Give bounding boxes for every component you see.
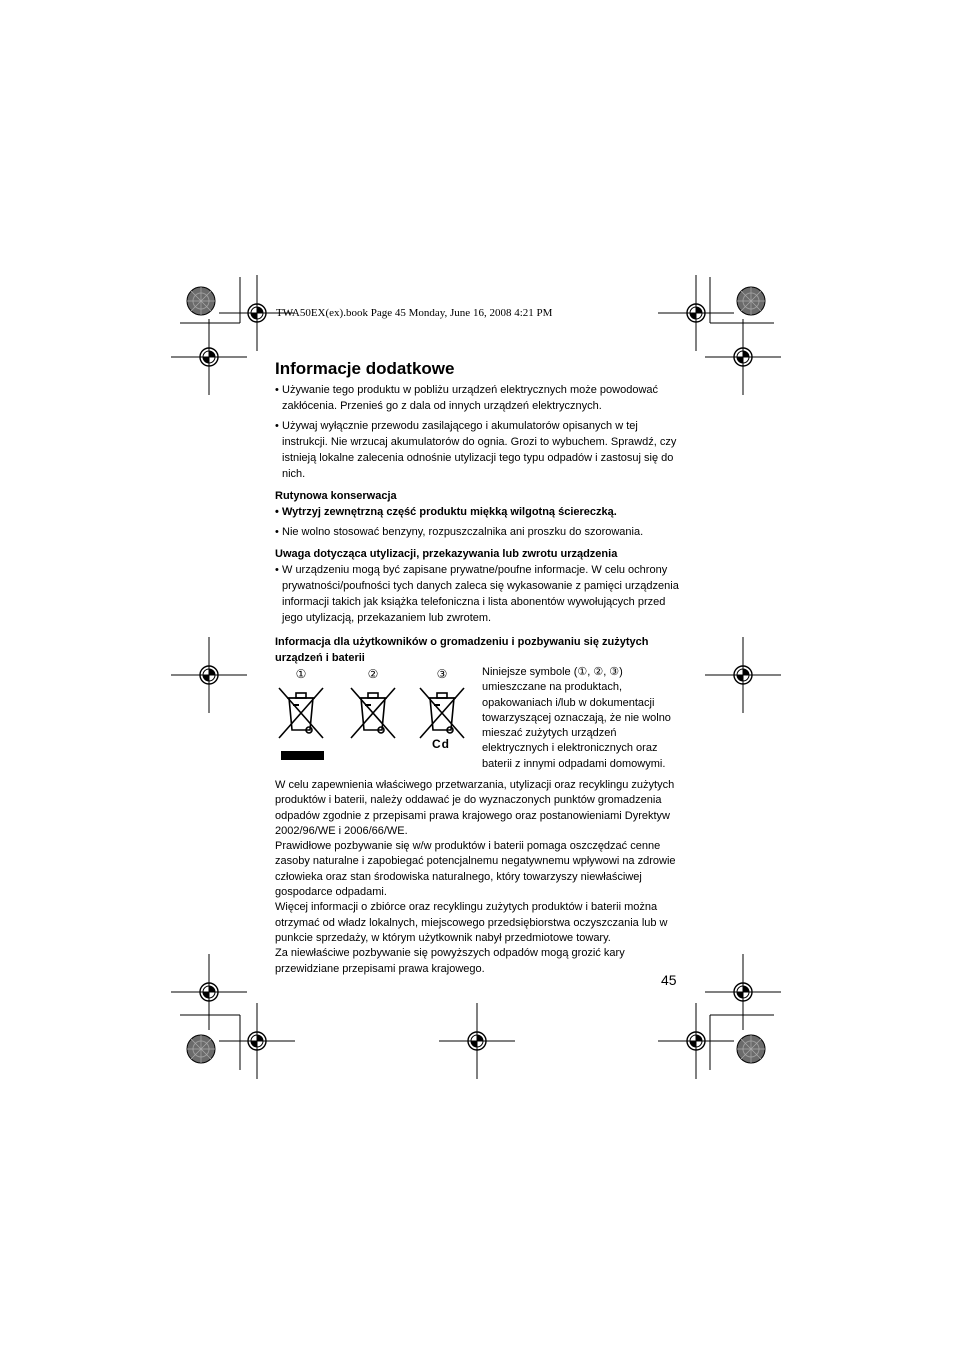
disposal-symbols-row [275,666,681,778]
crossed-bin-icon [349,684,397,740]
symbol-3 [416,666,468,740]
symbol-2 [347,666,399,740]
page-title: Informacje dodatkowe [275,359,455,378]
symbol-1 [275,666,327,740]
users-info-paragraph-3: Więcej informacji o zbiórce oraz recyklingu zużytych produktów i baterii można otrzymać od władz lokalnych, miejscowego przedsiębiorstwa oczyszczania lub w punkcie sprzedaży, w którym użytkownik nabył przedmiotowe towary. [275,901,668,944]
page-content [275,382,681,977]
crossed-bin-icon [418,684,466,740]
crossed-bin-icon [277,684,325,740]
symbol-number-2: ② [367,667,379,681]
symbol-number-3: ③ [436,667,448,681]
print-header-line: TWA50EX(ex).book Page 45 Monday, June 16, 2008 4:21 PM [276,307,553,319]
intro-bullet-1: • Używanie tego produktu w pobliżu urządzeń elektrycznych może powodować zakłócenia. Przenieś go z dala od innych urządzeń elektrycznych. [275,382,681,414]
symbols-description: Niniejsze symbole (①, ②, ③) umieszczane na produktach, opakowaniach i/lub w dokumentacji towarzyszącej oznaczają, że nie wolno mieszać zużytych urządzeń elektrycznych i elektronicznych oraz baterii z innymi odpadami domowymi. [482,666,671,770]
intro-bullet-2: • Używaj wyłącznie przewodu zasilającego i akumulatorów opisanych w tej instrukcji. Nie wrzucaj akumulatorów do ognia. Grozi to wybuchem. Sprawdź, czy istnieją lokalne zalecenia odnośnie utylizacji tego typu odpadów i zastosuj się do nich. [275,418,681,482]
black-bar-mark [281,751,324,760]
maintenance-heading: Rutynowa konserwacja [275,490,397,502]
symbol-number-1: ① [295,667,307,681]
users-info-paragraph-4: Za niewłaściwe pozbywanie się powyższych odpadów mogą grozić kary przewidziane przepisami prawa krajowego. [275,947,625,975]
disposal-notice-heading: Uwaga dotycząca utylizacji, przekazywania lub zwrotu urządzenia [275,548,618,560]
maintenance-bullet-1: • Wytrzyj zewnętrzną część produktu miękką wilgotną ściereczką. [275,504,681,520]
cd-label: Cd [432,737,450,751]
users-info-body [275,778,681,977]
users-info-paragraph-2: Prawidłowe pozbywanie się w/w produktów i baterii pomaga oszczędzać cenne zasoby naturalne i zapobiegać potencjalnemu negatywnemu wpływowi na zdrowie człowieka oraz stan środowiska naturalnego, który towarzyszy niewłaściwej gospodarce odpadami. [275,840,676,899]
page-number: 45 [661,972,677,988]
users-info-paragraph-1: W celu zapewnienia właściwego przetwarzania, utylizacji oraz recyklingu zużytych produktów i baterii, należy oddawać je do wyznaczonych punktów gromadzenia odpadów zgodnie z przepisami prawa krajowego oraz postanowieniami Dyrektyw 2002/96/WE i 2006/66/WE. [275,779,675,837]
maintenance-bullet-2: • Nie wolno stosować benzyny, rozpuszczalnika ani proszku do szorowania. [275,524,681,540]
disposal-notice-bullet: • W urządzeniu mogą być zapisane prywatne/poufne informacje. W celu ochrony prywatności/poufności tych danych zaleca się wykasowanie z pamięci urządzenia informacji takich jak książka telefoniczna i lista abonentów wywołujących przed jego utylizacją, przekazaniem lub zwrotem. [275,562,681,626]
users-info-heading: Informacja dla użytkowników o gromadzeniu i pozbywaniu się zużytych urządzeń i baterii [275,636,649,664]
